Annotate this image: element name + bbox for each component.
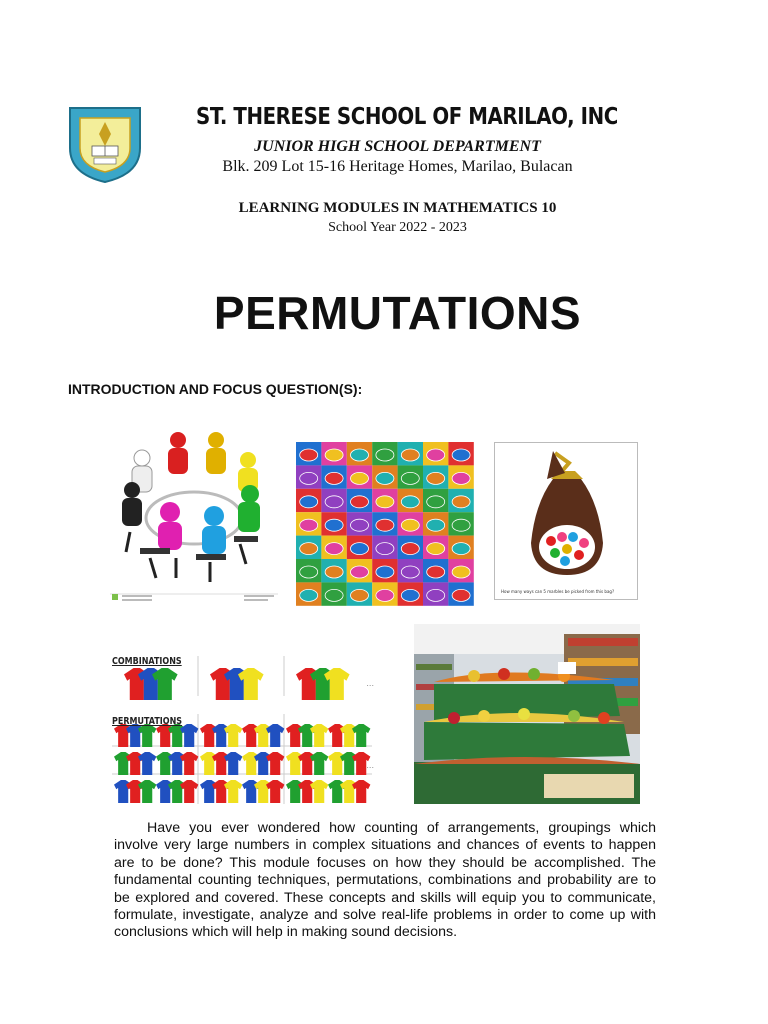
intro-paragraph: Have you ever wondered how counting of arrangements, groupings which involve very large numbers in complex situations and chances of events to happen are to be done? This module focuses on how they should be accomplished. The fundamental counting techniques, permutations, combinations and probability are to be explored and covered. These concepts and skills will equip you to communicate, formulate, investigate, analyze and solve real-life problems in order to come up with conclusions which will help in making sound decisions. — [114, 820, 656, 941]
permutations-label: PERMUTATIONS — [112, 716, 183, 727]
school-address: Blk. 209 Lot 15-16 Heritage Homes, Marilao, Bulacan — [222, 158, 573, 175]
marble-bag-image — [494, 442, 638, 600]
school-year: School Year 2022 - 2023 — [328, 220, 467, 235]
colored-cups-image — [296, 442, 474, 606]
module-title: LEARNING MODULES IN MATHEMATICS 10 — [238, 200, 557, 216]
section-heading: INTRODUCTION AND FOCUS QUESTION(S): — [68, 381, 363, 397]
school-seal-logo — [64, 102, 146, 184]
meeting-circle-image — [110, 428, 278, 606]
school-name: ST. THERESE SCHOOL OF MARILAO, INC — [196, 104, 618, 130]
combinations-label: COMBINATIONS — [112, 656, 182, 667]
permutations-ellipsis: ... — [366, 761, 374, 770]
shirts-combinations-permutations-image — [112, 656, 372, 804]
supermarket-produce-image — [414, 624, 640, 804]
bag-caption: How many ways can 5 marbles be picked from this bag? — [501, 589, 615, 594]
department-name: JUNIOR HIGH SCHOOL DEPARTMENT — [254, 138, 541, 155]
combinations-ellipsis: ... — [366, 679, 374, 688]
page-title: PERMUTATIONS — [213, 287, 582, 339]
seal-icon — [64, 102, 146, 184]
